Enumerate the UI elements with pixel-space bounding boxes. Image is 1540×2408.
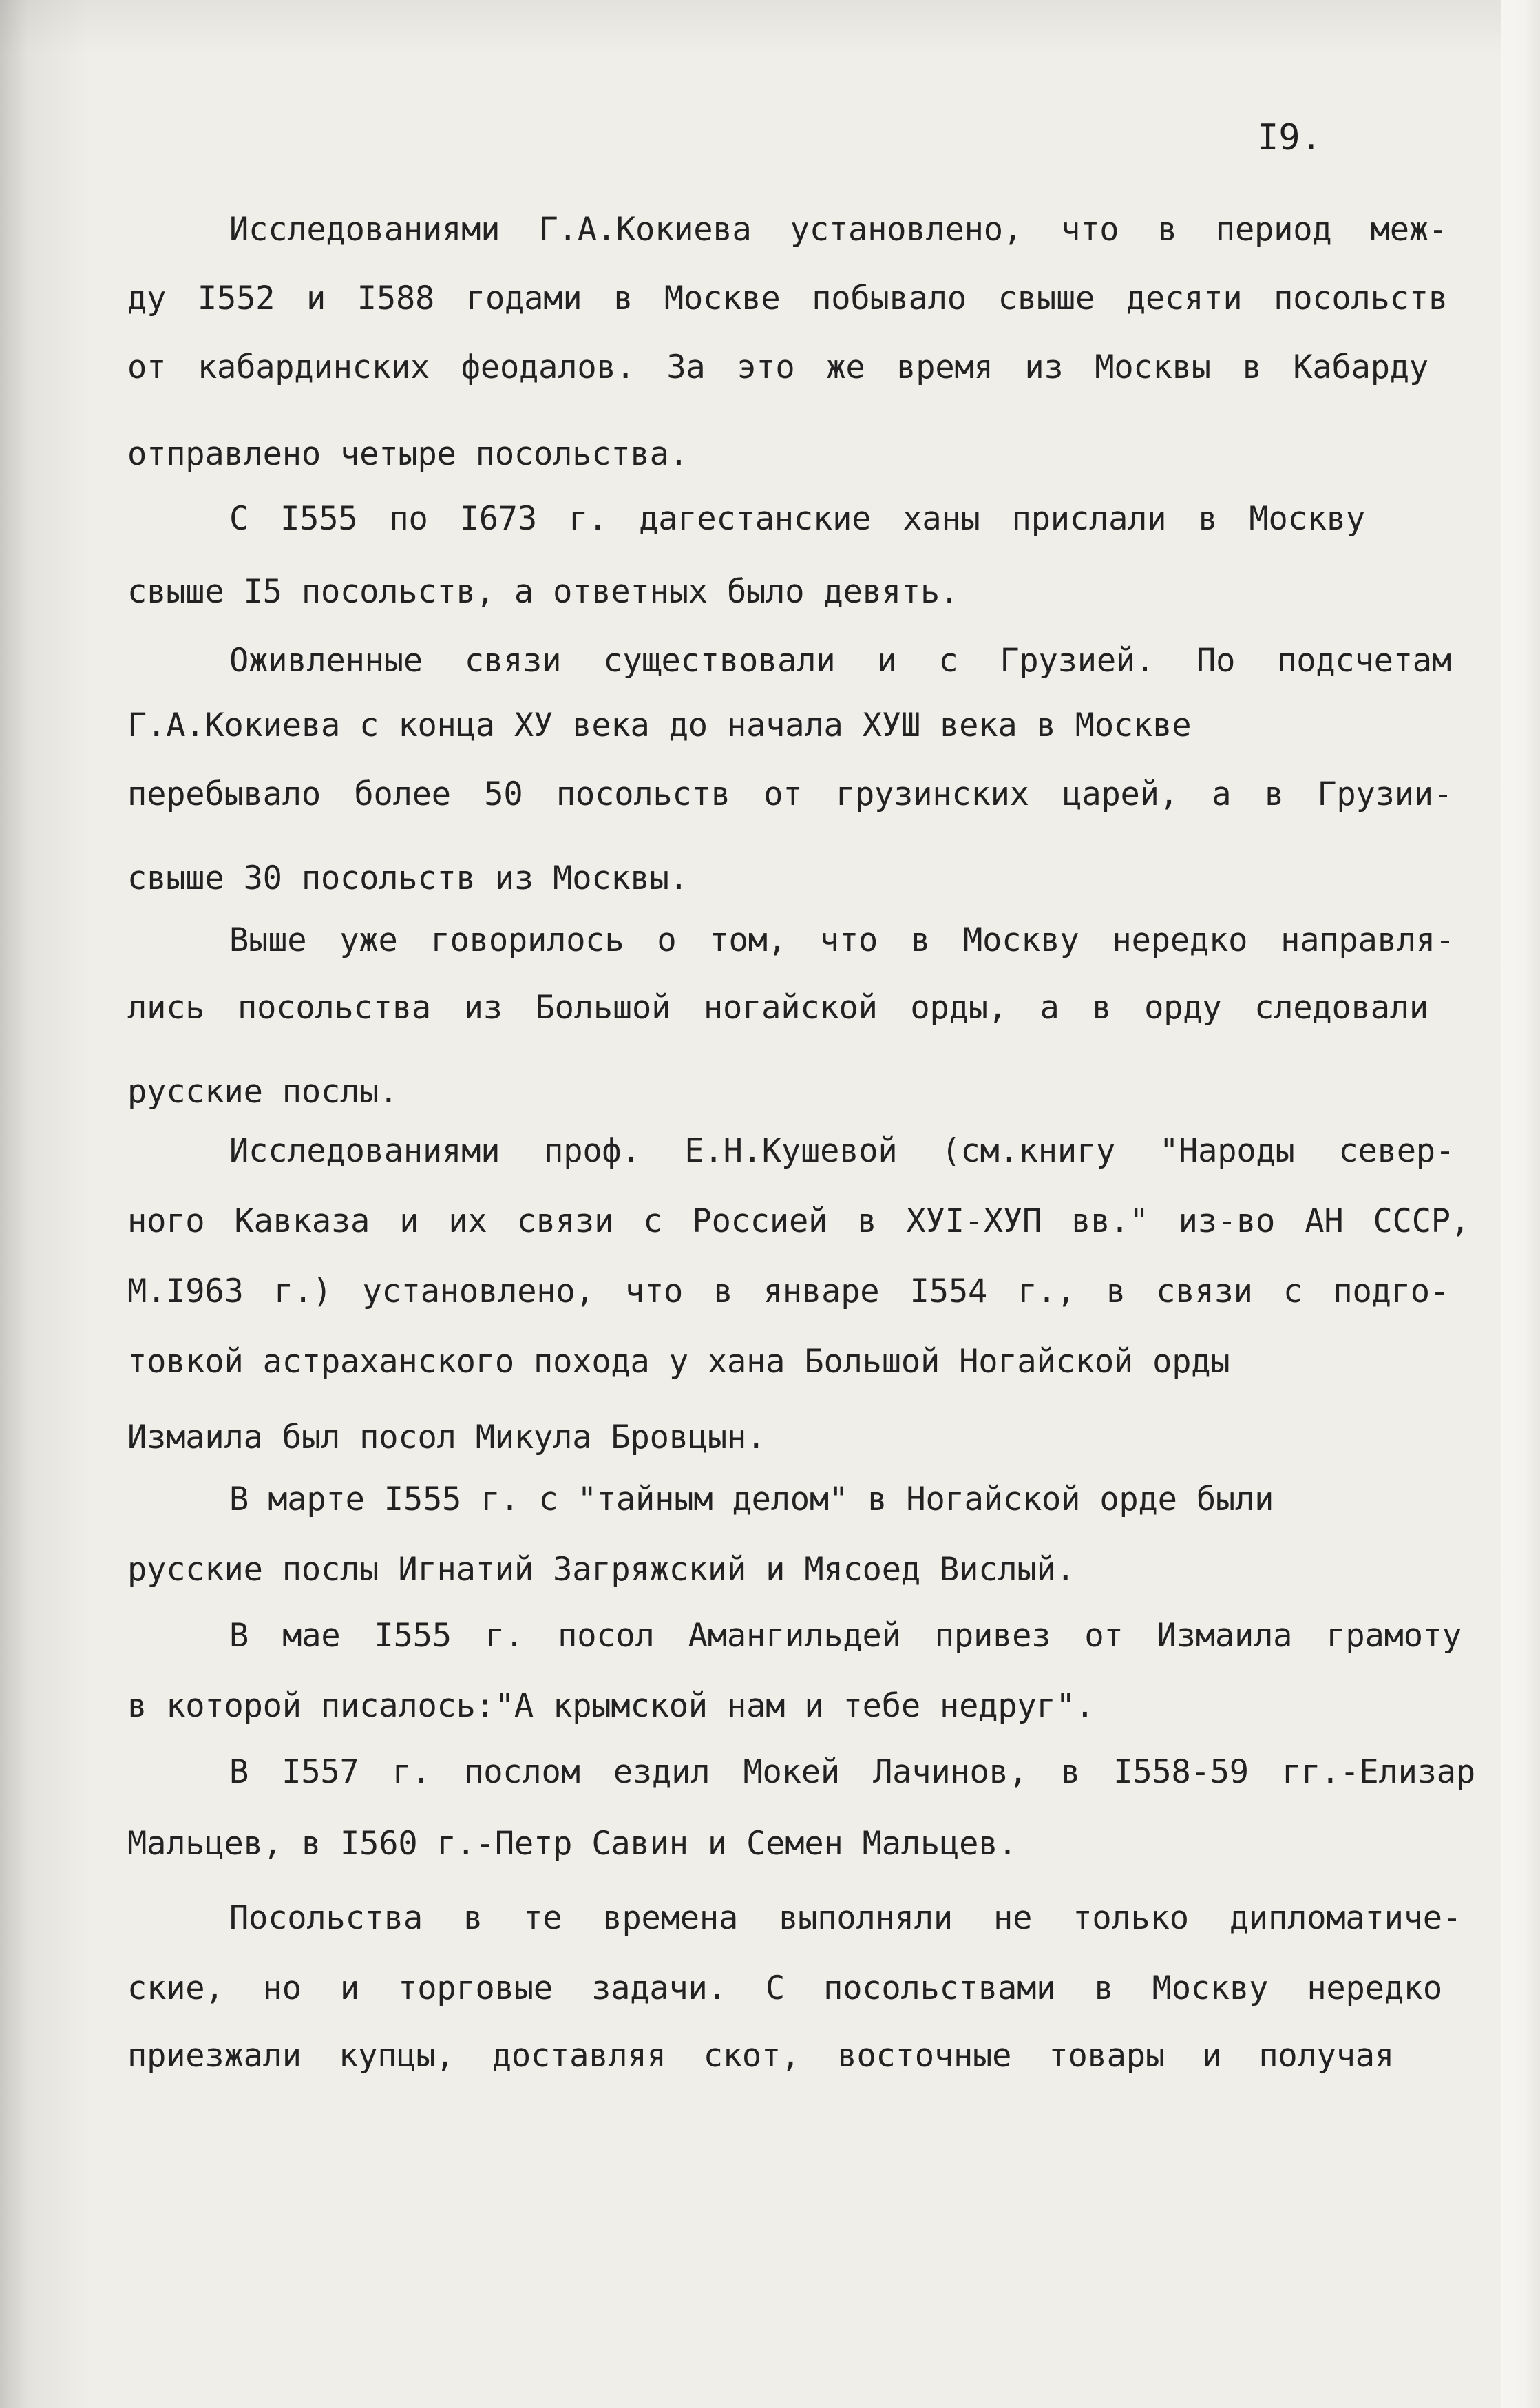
text-line: Исследованиями Г.А.Кокиева установлено, что в период меж-: [229, 211, 1448, 249]
text-line: Посольства в те времена выполняли не только дипломатиче-: [229, 1899, 1462, 1937]
text-line: свыше I5 посольств, а ответных было девять.: [127, 573, 960, 611]
text-line: В мае I555 г. посол Амангильдей привез от Измаила грамоту: [229, 1617, 1462, 1655]
text-line: В марте I555 г. с "тайным делом" в Ногайской орде были: [229, 1480, 1274, 1518]
text-line: отправлено четыре посольства.: [127, 435, 688, 473]
text-line: ду I552 и I588 годами в Москве побывало свыше десяти посольств: [127, 280, 1448, 317]
text-line: В I557 г. послом ездил Мокей Лачинов, в I558-59 гг.-Елизар: [229, 1753, 1475, 1791]
text-line: М.I963 г.) установлено, что в январе I554 г., в связи с подго-: [127, 1273, 1449, 1310]
page-number: I9.: [1257, 117, 1322, 158]
text-line: Исследованиями проф. Е.Н.Кушевой (см.книгу "Народы север-: [229, 1132, 1455, 1170]
text-line: Г.А.Кокиева с конца ХУ века до начала ХУШ века в Москве: [127, 706, 1192, 744]
text-line: Измаила был посол Микула Бровцын.: [127, 1418, 766, 1456]
text-line: от кабардинских феодалов. За это же время из Москвы в Кабарду: [127, 348, 1428, 386]
text-line: перебывало более 50 посольств от грузинских царей, а в Грузии-: [127, 775, 1453, 813]
right-margin-strip: [1501, 0, 1540, 2408]
text-line: русские послы Игнатий Загряжский и Мясоед Вислый.: [127, 1551, 1075, 1589]
text-line: ские, но и торговые задачи. С посольствами в Москву нередко: [127, 1969, 1442, 2007]
text-line: в которой писалось:"А крымской нам и тебе недруг".: [127, 1687, 1095, 1725]
text-line: С I555 по I673 г. дагестанские ханы прислали в Москву: [229, 500, 1365, 538]
text-line: русские послы.: [127, 1073, 399, 1111]
text-line: лись посольства из Большой ногайской орды, а в орду следовали: [127, 989, 1428, 1027]
text-line: свыше 30 посольств из Москвы.: [127, 859, 688, 897]
text-line: Мальцев, в I560 г.-Петр Савин и Семен Мальцев.: [127, 1825, 1017, 1863]
text-line: Выше уже говорилось о том, что в Москву нередко направля-: [229, 921, 1455, 959]
text-line: приезжали купцы, доставляя скот, восточные товары и получая: [127, 2037, 1394, 2075]
text-line: ного Кавказа и их связи с Россией в ХУI-ХУП вв." из-во АН СССР,: [127, 1202, 1470, 1240]
text-line: товкой астраханского похода у хана Большой Ногайской орды: [127, 1343, 1230, 1381]
text-line: Оживленные связи существовали и с Грузией. По подсчетам: [229, 642, 1451, 680]
